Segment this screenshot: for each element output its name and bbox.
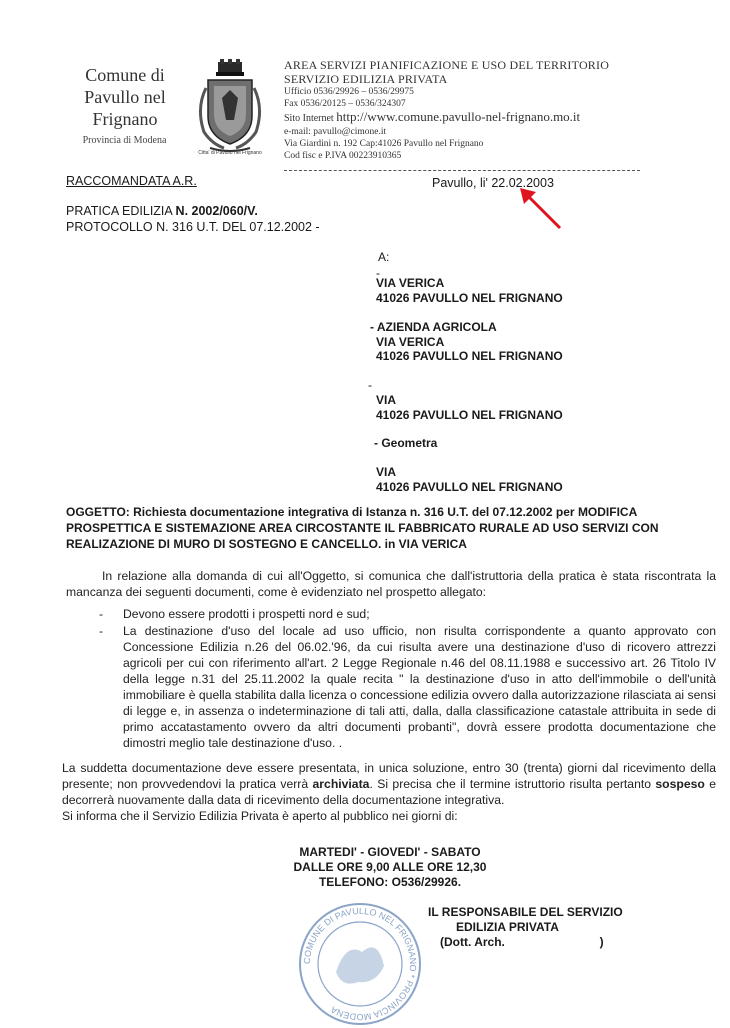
list-item-text: La destinazione d'uso del locale ad uso ufficio, non risulta corrispondente a quanto approvato con Concessione Edilizia n.26 del 06.02.'96, da cui risulta avere una destinazione d'uso di ricovero attrezzi agricoli per cui con riferimento all'art. 2 Legge Regionale n.46 del 08.11.1988 e successivo art. 26 Titolo IV della legge n.31 del 25.11.2002 la quale recita " la destinazione d'uso in atto dell'immobile o dell'unità immobiliare è quella stabilita dalla licenza o concessione edilizia ovvero dalla autorizzazione rilasciata ai sensi di legge e, in assenza o indeterminazione di tali atti, dalla, dalla classificazione catastale attribuita in sede di primo accatastamento ovvero da altri documenti probanti", dovrà essere prodotta documentazione che dimostri meglio tale destinazione d'uso. . [123,624,716,750]
pratica-prefix: PRATICA EDILIZIA [66,204,173,218]
website-label: Sito Internet [284,113,334,124]
office-fax: Fax 0536/20125 – 0536/324307 [284,99,406,109]
comune-line-1: Comune di [85,65,165,85]
letter-date: Pavullo, li' 22.02.2003 [432,176,554,190]
closing-paragraph [62,760,716,808]
letter-body [66,568,716,751]
addressee-2-name: - AZIENDA AGRICOLA [370,320,497,334]
office-email: e-mail: pavullo@cimone.it [284,127,387,137]
addressee-label: A: [378,250,390,264]
comune-line-3: Frignano [92,109,158,129]
pratica-block [66,203,320,235]
addressee-2-street: VIA VERICA [376,334,445,349]
office-phone: Ufficio 0536/29926 – 0536/29975 [284,87,414,97]
addressee-1 [376,276,563,305]
opening-phone: TELEFONO: O536/29926. [318,875,462,889]
responsabile-prefix: (Dott. Arch. [440,935,505,949]
responsabile-title: IL RESPONSABILE DEL SERVIZIO [428,905,623,919]
addressee-5 [376,465,563,494]
office-address: Via Giardini n. 192 Cap:41026 Pavullo nel Frignano [284,139,484,149]
red-arrow-icon [518,186,564,232]
addressee-5-street: VIA [376,465,397,479]
list-item [66,623,716,751]
addressee-5-city: 41026 PAVULLO NEL FRIGNANO [376,479,563,494]
opening-times: DALLE ORE 9,00 ALLE ORE 12,30 [293,860,487,874]
list-dash: - [99,607,104,621]
comune-name [70,64,180,130]
comune-line-2: Pavullo nel [84,87,166,107]
coat-of-arms-icon [194,58,266,162]
subject-line: OGGETTO: Richiesta documentazione integrativa di Istanza n. 316 U.T. del 07.12.2002 per MODIFICA PROSPETTICA E SISTEMAZIONE AREA CIRCOSTANTE IL FABBRICATO RURALE AD USO SERVIZI CON REALIZAZIONE DI MURO DI SOSTEGNO E CANCELLO. in VIA VERICA [66,505,659,551]
addressee-dash: - [376,266,380,280]
archiviata-word: archiviata [312,777,370,791]
addressee-2-city: 41026 PAVULLO NEL FRIGNANO [376,349,563,363]
website-url: http://www.comune.pavullo-nel-frignano.mo.it [336,109,581,124]
addressee-2 [370,320,563,364]
protocollo-line: PROTOCOLLO N. 316 U.T. DEL 07.12.2002 - [66,220,320,234]
intro-paragraph: In relazione alla domanda di cui all'Oggetto, si comunica che dall'istruttoria della pratica è stata riscontrata la mancanza dei seguenti documenti, come è evidenziato nel prospetto allegato: [66,569,716,599]
closing-text: e decorrerà nuovamente dalla data di ricevimento della documentazione integrativa. [62,777,716,807]
pratica-line [66,203,320,219]
list-item [66,606,716,622]
header-divider [284,170,640,171]
closing-text: . Si precisa che il termine istruttorio risulta pertanto [369,777,656,791]
opening-days: MARTEDI' - GIOVEDI' - SABATO [299,845,481,859]
addressee-dash: - [368,378,372,392]
addressee-3 [376,393,563,422]
office-codfisc: Cod fisc e P.IVA 00223910365 [284,151,402,161]
closing-text: La suddetta documentazione deve essere presentata, in unica soluzione, entro 30 (trenta) giorni dal ricevimento della presente; non provvedendovi la pratica verrà [62,761,716,791]
addressee-1-city: 41026 PAVULLO NEL FRIGNANO [376,290,563,305]
office-title-1: AREA SERVIZI PIANIFICAZIONE E USO DEL TERRITORIO [284,58,610,72]
official-stamp-icon [296,902,424,1026]
responsabile-name [428,935,623,950]
addressee-3-street: VIA [376,393,397,407]
provincia-label: Provincia di Modena [82,135,167,146]
addressee-3-city: 41026 PAVULLO NEL FRIGNANO [376,407,563,422]
list-dash: - [99,624,104,638]
office-website [284,110,684,126]
responsabile-close: ) [599,935,604,949]
closing-block [62,760,716,824]
responsabile-office: EDILIZIA PRIVATA [456,920,559,934]
list-item-text: Devono essere prodotti i prospetti nord e sud; [123,607,370,621]
opening-hours [240,845,540,890]
coat-caption: Citta' di Pavullo nel Frignano [198,150,262,156]
missing-documents-list [66,606,716,751]
stamp-text: COMUNE DI PAVULLO NEL FRIGNANO * PROVINCIA MODENA [301,905,419,1023]
addressee-1-street: VIA VERICA [376,276,445,290]
office-title-2: SERVIZIO EDILIZIA PRIVATA [284,72,448,86]
opening-hours-intro: Si informa che il Servizio Edilizia Privata è aperto al pubblico nei giorni di: [62,809,458,823]
raccomandata-label: RACCOMANDATA A.R. [66,174,197,188]
addressee-4: - Geometra [374,436,438,450]
pratica-number: N. 2002/060/V. [175,204,258,218]
office-block [284,58,684,162]
signature-block [428,905,623,950]
sospeso-word: sospeso [655,777,705,791]
